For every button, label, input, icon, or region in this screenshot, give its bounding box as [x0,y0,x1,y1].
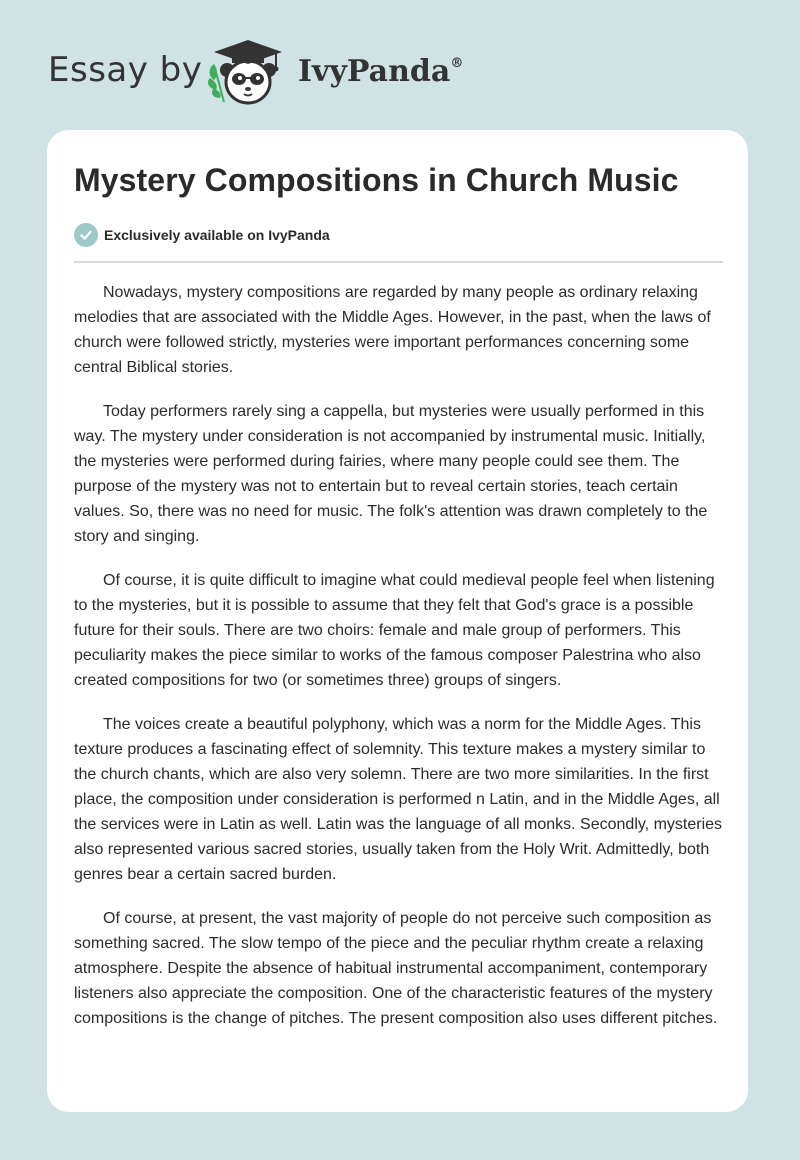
paragraph: Of course, at present, the vast majority of people do not perceive such composition as something sacred. The slow tempo of the piece and the peculiar rhythm create a relaxing atmosphere. Despite the absence of habitual instrumental accompaniment, contemporary listeners also appreciate the composition. One of the characteristic features of the mystery compositions is the change of pitches. The present composition also uses different pitches. [74,910,718,1027]
paragraph: Of course, it is quite difficult to imagine what could medieval people feel when listening to the mysteries, but it is possible to assume that they felt that God's grace is a possible future for their souls. There are two choirs: female and male group of performers. This peculiarity makes the piece similar to works of the famous composer Palestrina who also created compositions for two (or sometimes three) groups of singers. [74,572,715,689]
check-circle-icon [74,223,98,247]
paragraph: The voices create a beautiful polyphony, which was a norm for the Middle Ages. This texture produces a fascinating effect of solemnity. This texture makes a mystery similar to the church chants, which are also very solemn. There are two more similarities. In the first place, the composition under consideration is performed n Latin, and in the Middle Ages, all the services were in Latin as well. Latin was the language of all monks. Secondly, mysteries also represented various sacred stories, usually taken from the Holy Writ. Admittedly, both genres bear a certain sacred burden. [74,716,723,883]
site-header [48,36,748,112]
paragraph: Today performers rarely sing a cappella, but mysteries were usually performed in this way. The mystery under consideration is not accompanied by instrumental music. Initially, the mysteries were performed during fairies, where many people could see them. The purpose of the mystery was not to entertain but to reveal certain stories, teach certain values. So, there was no need for music. The folk's attention was drawn completely to the story and singing. [74,403,708,545]
essay-body [74,280,726,1050]
panda-graduate-icon[interactable] [202,36,294,108]
essay-card [47,130,748,1112]
trademark-symbol: ® [450,56,464,71]
paragraph: Nowadays, mystery compositions are regarded by many people as ordinary relaxing melodies that are associated with the Middle Ages. However, in the past, when the laws of church were followed strictly, mysteries were important performances concerning some central Biblical stories. [74,284,711,376]
exclusive-badge [74,222,330,248]
exclusive-badge-label: Exclusively available on IvyPanda [104,227,330,243]
essay-by-label: Essay by [48,50,203,90]
brand-name[interactable]: IvyPanda® [298,54,464,89]
page-title: Mystery Compositions in Church Music [74,162,679,198]
divider [74,261,723,263]
